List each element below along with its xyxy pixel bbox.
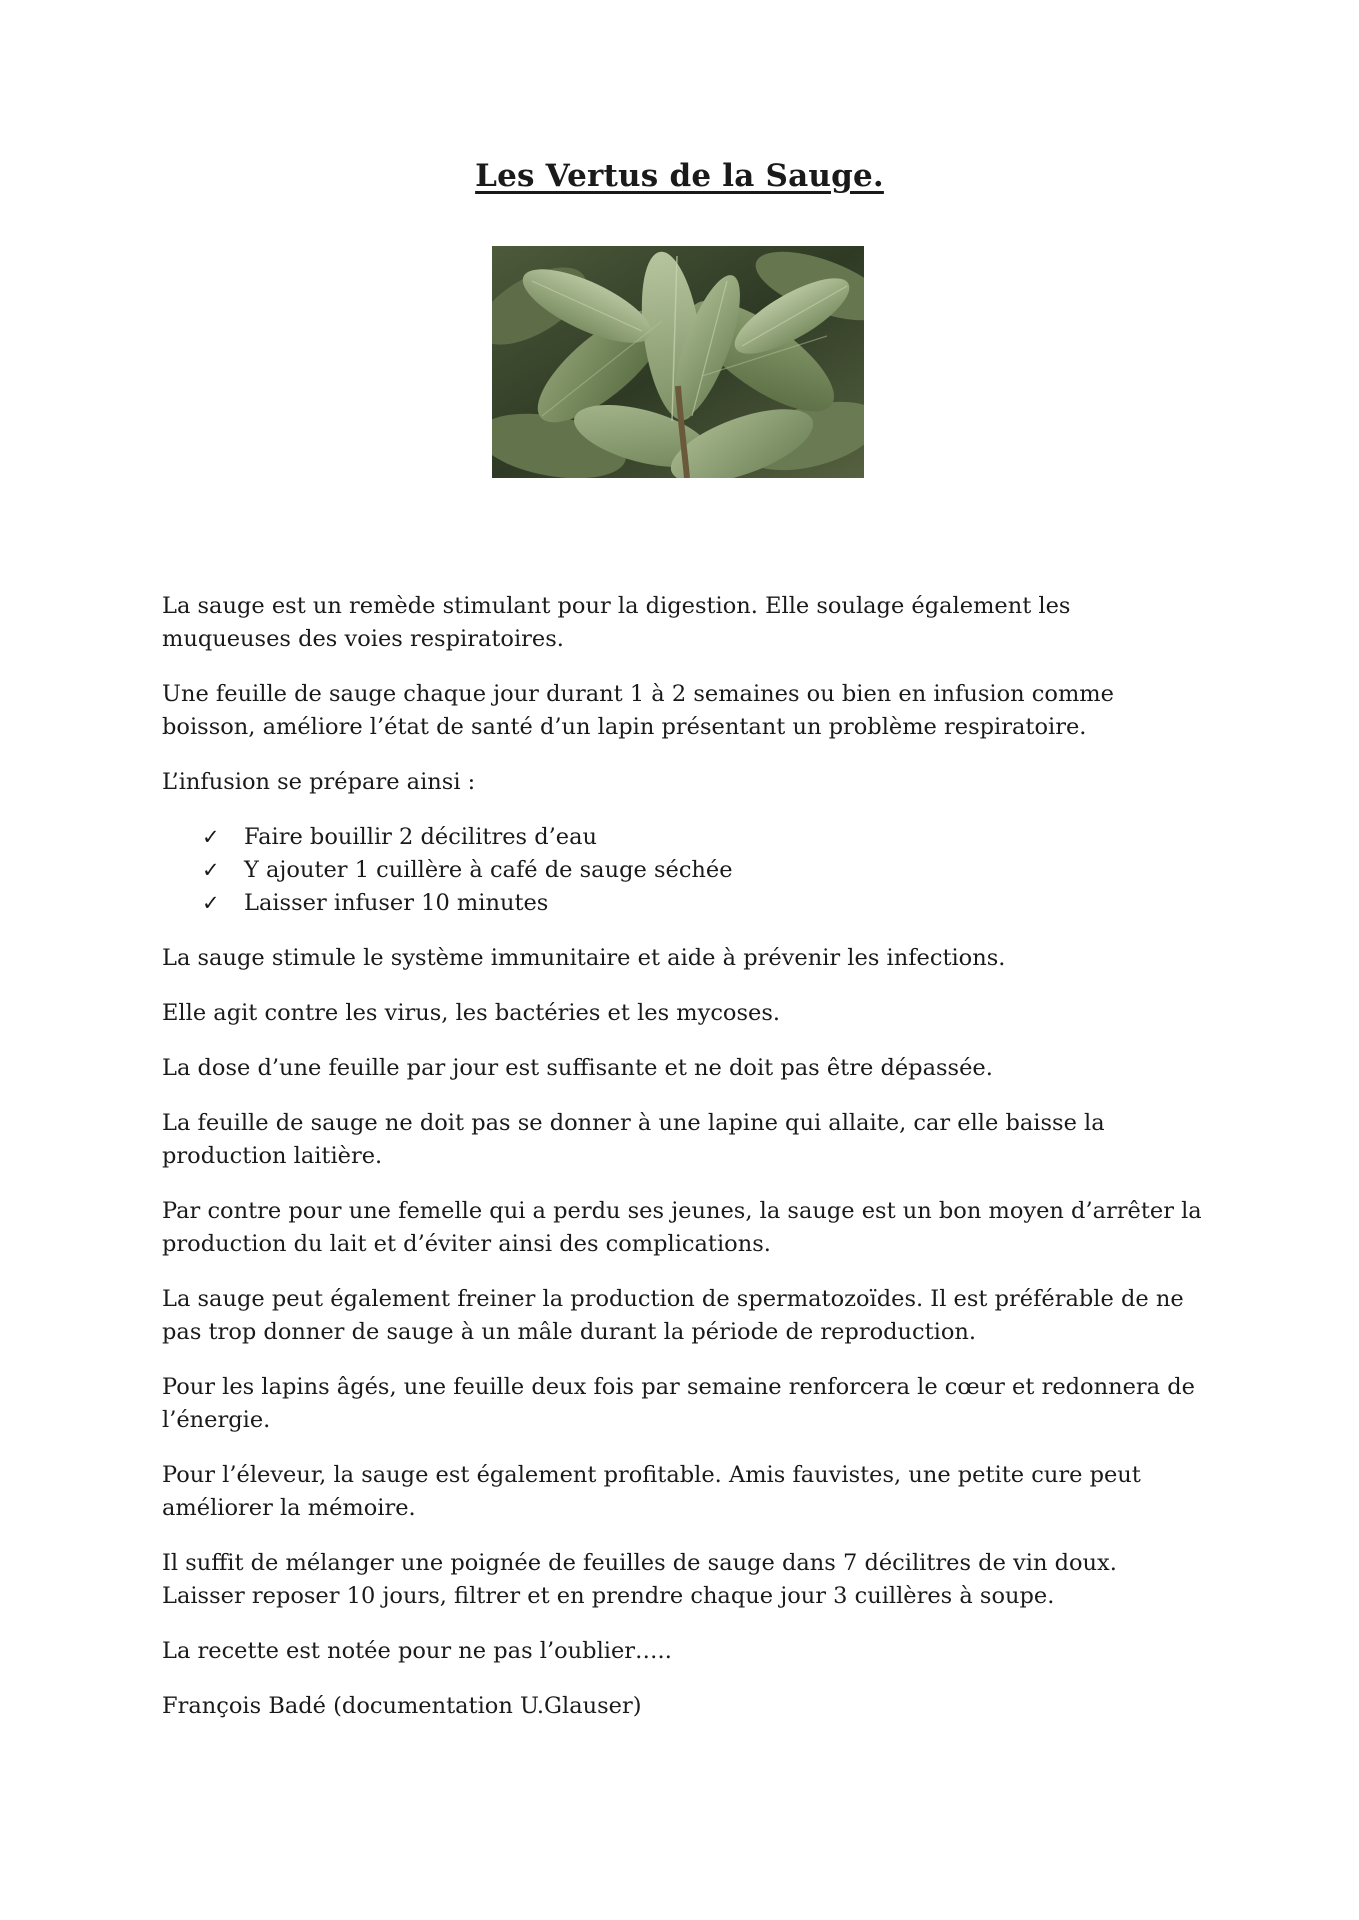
body-paragraph-3: La dose d’une feuille par jour est suffisante et ne doit pas être dépassée. <box>162 1055 993 1081</box>
page-title: Les Vertus de la Sauge. <box>475 158 884 194</box>
intro-paragraph-3: L’infusion se prépare ainsi : <box>162 769 476 795</box>
infusion-steps-list <box>162 821 1202 920</box>
body-paragraph-2: Elle agit contre les virus, les bactéries et les mycoses. <box>162 1000 781 1026</box>
list-item <box>202 887 1202 920</box>
intro-paragraph-1: La sauge est un remède stimulant pour la digestion. Elle soulage également les muqueuses des voies respiratoires. <box>162 593 1071 652</box>
checkmark-icon: ✓ <box>202 825 220 849</box>
list-item-text: Faire bouillir 2 décilitres d’eau <box>244 824 598 850</box>
checkmark-icon: ✓ <box>202 858 220 882</box>
author-signature: François Badé (documentation U.Glauser) <box>162 1693 642 1719</box>
body-paragraph-10: La recette est notée pour ne pas l’oublier….. <box>162 1638 672 1664</box>
list-item <box>202 821 1202 854</box>
document-body <box>162 590 1202 1745</box>
intro-paragraph-2: Une feuille de sauge chaque jour durant 1 à 2 semaines ou bien en infusion comme boisson, améliore l’état de santé d’un lapin présentant un problème respiratoire. <box>162 681 1114 740</box>
body-paragraph-9: Il suffit de mélanger une poignée de feuilles de sauge dans 7 décilitres de vin doux. Laisser reposer 10 jours, filtrer et en prendre chaque jour 3 cuillères à soupe. <box>162 1550 1117 1609</box>
sage-leaves-photo <box>492 246 864 478</box>
list-item-text: Y ajouter 1 cuillère à café de sauge séchée <box>244 857 733 883</box>
body-paragraph-4: La feuille de sauge ne doit pas se donner à une lapine qui allaite, car elle baisse la production laitière. <box>162 1110 1105 1169</box>
checkmark-icon: ✓ <box>202 891 220 915</box>
body-paragraph-5: Par contre pour une femelle qui a perdu ses jeunes, la sauge est un bon moyen d’arrêter la production du lait et d’éviter ainsi des complications. <box>162 1198 1202 1257</box>
list-item-text: Laisser infuser 10 minutes <box>244 890 549 916</box>
body-paragraph-1: La sauge stimule le système immunitaire et aide à prévenir les infections. <box>162 945 1006 971</box>
body-paragraph-6: La sauge peut également freiner la production de spermatozoïdes. Il est préférable de ne pas trop donner de sauge à un mâle durant la période de reproduction. <box>162 1286 1184 1345</box>
list-item <box>202 854 1202 887</box>
sage-photo-illustration <box>492 246 864 478</box>
body-paragraph-8: Pour l’éleveur, la sauge est également profitable. Amis fauvistes, une petite cure peut améliorer la mémoire. <box>162 1462 1141 1521</box>
body-paragraph-7: Pour les lapins âgés, une feuille deux fois par semaine renforcera le cœur et redonnera de l’énergie. <box>162 1374 1195 1433</box>
